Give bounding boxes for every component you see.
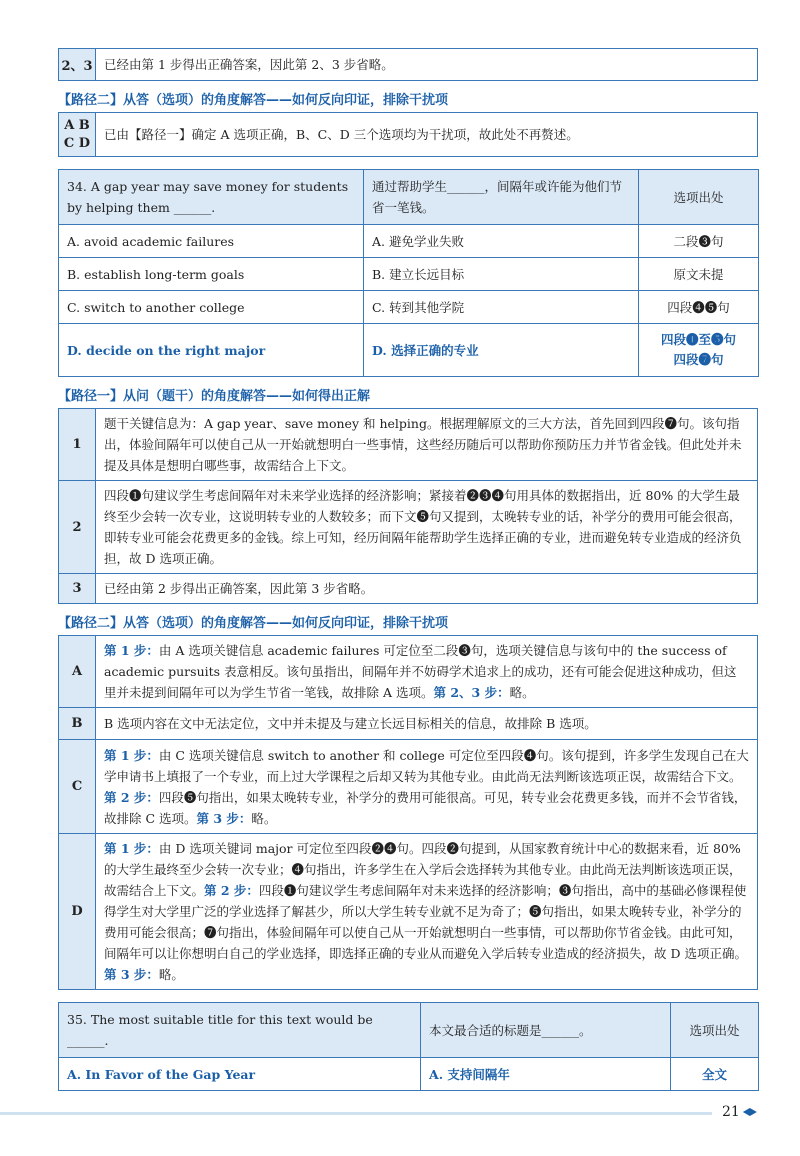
q34-option-d-en: D. decide on the right major [59, 324, 364, 377]
path2-d-step1-label: 第 1 步： [104, 841, 159, 856]
path2-a-step1-label: 第 1 步： [104, 643, 159, 658]
path2-c-label: C [59, 740, 96, 834]
q34-question-zh: 通过帮助学生______，间隔年或许能为他们节省一笔钱。 [364, 170, 639, 225]
q34-option-a-zh: A. 避免学业失败 [364, 225, 639, 258]
path2-d-step2-label: 第 2 步： [204, 883, 259, 898]
path2-table [58, 635, 758, 990]
path2-a-step2-label: 第 2、3 步： [433, 685, 510, 700]
q34-table [58, 169, 759, 377]
path2-c-step3-text: 略。 [251, 810, 277, 826]
q34-option-d-src-line1: 四段❶至❺句 [660, 332, 736, 347]
path2-d-text [96, 834, 758, 990]
page-number [722, 1104, 757, 1120]
q34-option-a-en: A. avoid academic failures [59, 225, 364, 258]
path1-step-3-label: 3 [59, 574, 96, 604]
path2-heading-a: 【路径二】从答（选项）的角度解答——如何反向印证，排除干扰项 [58, 93, 449, 108]
step-text: 已经由第 1 步得出正确答案，因此第 2、3 步省略。 [96, 49, 758, 81]
q34-option-c-src: 四段❹❺句 [639, 291, 759, 324]
path1-table [58, 408, 758, 604]
path2-b-label: B [59, 708, 96, 740]
path2-heading-b: 【路径二】从答（选项）的角度解答——如何反向印证，排除干扰项 [58, 616, 449, 631]
q35-question-en: 35. The most suitable title for this text would be ______. [59, 1003, 421, 1058]
path1-step-2-text: 四段❶句建议学生考虑间隔年对未来学业选择的经济影响；紧接着❷❸❹句用具体的数据指出，近 80% 的大学生最终至少会转一次专业，这说明转专业的人数较多；而下文❺句又提到，太晚转专业的话，补学分的费用可能会很高，即转专业可能会花费更多的金钱。综上可知，经历间隔年能帮助学生选择正确的专业，进而避免转专业造成的经济负担，故 D 选项正确。 [96, 481, 758, 574]
graduation-cap-icon [743, 1108, 757, 1116]
path2-d-step3-text: 略。 [158, 967, 184, 982]
q34-option-a-src: 二段❸句 [639, 225, 759, 258]
q35-option-a-src: 全文 [671, 1058, 759, 1091]
q34-source-header: 选项出处 [639, 170, 759, 225]
q34-option-b-src: 原文未提 [639, 258, 759, 291]
path1-heading: 【路径一】从问（题干）的角度解答——如何得出正解 [58, 389, 371, 404]
path1-step-3-text: 已经由第 2 步得出正确答案，因此第 3 步省略。 [96, 574, 758, 604]
abcd-label-top: A B [64, 117, 90, 133]
abcd-label [59, 113, 96, 157]
path2-c-step1-label: 第 1 步： [104, 747, 159, 763]
path1-step-2-label: 2 [59, 481, 96, 574]
step-table-top [58, 48, 758, 81]
q34-option-c-zh: C. 转到其他学院 [364, 291, 639, 324]
q34-option-d-zh: D. 选择正确的专业 [364, 324, 639, 377]
q35-source-header: 选项出处 [671, 1003, 759, 1058]
path2-d-step3-label: 第 3 步： [104, 967, 159, 982]
q35-option-a-zh: A. 支持间隔年 [421, 1058, 671, 1091]
q34-question-en: 34. A gap year may save money for students by helping them ______. [59, 170, 364, 225]
path2-c-step3-label: 第 3 步： [196, 810, 252, 826]
path2-c-step2-text: 四段❺句指出，如果太晚转专业，补学分的费用可能很高。可见，转专业会花费更多钱，而并不会节省钱，故排除 C 选项。 [104, 789, 747, 826]
q34-option-d-src-line2: 四段❼句 [673, 352, 724, 367]
step-label: 2、3 [59, 49, 96, 81]
path2-b-text: B 选项内容在文中无法定位，文中并未提及与建立长远目标相关的信息，故排除 B 选项。 [96, 708, 758, 740]
q34-option-b-en: B. establish long-term goals [59, 258, 364, 291]
q34-option-c-en: C. switch to another college [59, 291, 364, 324]
path2-a-label: A [59, 636, 96, 708]
abcd-text: 已由【路径一】确定 A 选项正确，B、C、D 三个选项均为干扰项，故此处不再赘述。 [96, 113, 758, 157]
page-content [58, 0, 758, 1091]
path2-c-step1-text: 由 C 选项关键信息 switch to another 和 college 可定位至四段❹句。该句提到，许多学生发现自己在大学申请书上填报了一个专业，而上过大学课程之后却又转为其他专业。由此尚无法判断该选项正误，故需结合下文。 [104, 747, 749, 784]
path2-d-step1-text: 由 D 选项关键词 major 可定位至四段❷❹句。四段❷句提到，从国家教育统计中心的数据来看，近 80% 的大学生最终至少会转一次专业；❹句指出，许多学生在入学后会选择转为其他专业。由此尚无法判断该选项正误，故需结合上下文。 [104, 841, 742, 898]
path1-step-1-label: 1 [59, 409, 96, 481]
path2-a-text [96, 636, 758, 708]
page-footer-bar [0, 1112, 712, 1115]
path2-d-label: D [59, 834, 96, 990]
q34-option-d-src [639, 324, 759, 377]
path2-a-step1-text: 由 A 选项关键信息 academic failures 可定位至二段❸句，选项关键信息与该句中的 the success of academic pursuits 表意相反。该句虽指出，间隔年并不妨碍学术追求上的成功，还有可能会促进这种成功，但这里并未提到间隔年可以为学生节省一笔钱，故排除 A 选项。 [104, 643, 737, 700]
path1-step-1-text: 题干关键信息为：A gap year、save money 和 helping。根据理解原文的三大方法，首先回到四段❼句。该句指出，体验间隔年可以使自己从一开始就想明白一些事情，这些经历随后可以帮助你预防压力并节省金钱。但此处并未提及具体是想明白哪些事，故需结合上下文。 [96, 409, 758, 481]
abcd-label-bottom: C D [63, 135, 91, 151]
path2-d-step2-text: 四段❶句建议学生考虑间隔年对未来选择的经济影响；❸句指出，高中的基础必修课程使得学生对大学里广泛的学业选择了解甚少，所以大学生转专业就不足为奇了；❺句指出，如果太晚转专业，补学分的费用可能会很高；❼句指出，体验间隔年可以使自己从一开始就想明白一些事情，可以帮助你节省金钱。由此可知，间隔年可以让你想明白自己的学业选择，即选择正确的专业从而避免入学后转专业造成的经济损失，故 D 选项正确。 [104, 883, 747, 961]
page-number-text: 21 [722, 1104, 740, 1120]
path2-c-step2-label: 第 2 步： [104, 789, 159, 805]
q35-option-a-en: A. In Favor of the Gap Year [59, 1058, 421, 1091]
path2-a-step2-text: 略。 [509, 685, 535, 700]
q35-table [58, 1002, 759, 1091]
abcd-table [58, 112, 758, 157]
q34-option-b-zh: B. 建立长远目标 [364, 258, 639, 291]
path2-c-text [96, 740, 758, 834]
q35-question-zh: 本文最合适的标题是______。 [421, 1003, 671, 1058]
